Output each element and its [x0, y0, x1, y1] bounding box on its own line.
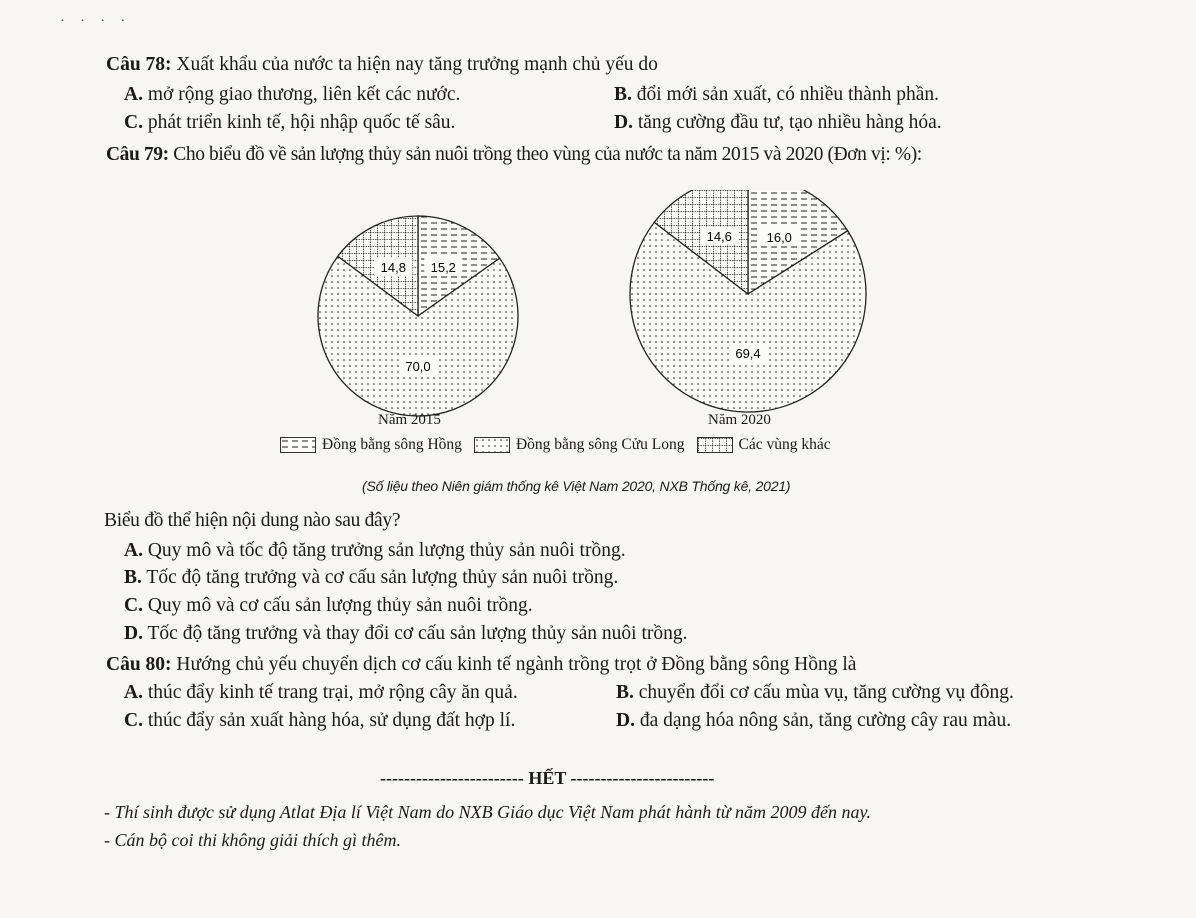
- option-letter: A.: [124, 682, 143, 703]
- q78-text: Xuất khẩu của nước ta hiện nay tăng trưởng mạnh chủ yếu do: [176, 54, 658, 75]
- option-text: đổi mới sản xuất, có nhiều thành phần.: [636, 84, 939, 105]
- option-letter: B.: [616, 682, 634, 703]
- q79-option-d: [124, 623, 688, 645]
- q79-prompt: Biểu đồ thể hiện nội dung nào sau đây?: [104, 510, 401, 531]
- option-text: đa dạng hóa nông sản, tăng cường cây rau màu.: [639, 710, 1012, 731]
- option-letter: C.: [124, 710, 143, 731]
- pie-2015: [318, 216, 518, 416]
- slice-value-label: 15,2: [430, 260, 456, 276]
- pie-2015-title: Năm 2015: [378, 412, 441, 428]
- pie-2020: [630, 190, 866, 412]
- option-text: mở rộng giao thương, liên kết các nước.: [147, 84, 461, 105]
- legend-item-dbsh: [280, 436, 462, 454]
- q78-option-b: [614, 84, 939, 106]
- slice-value-label: 69,4: [735, 346, 761, 361]
- q79-option-a: [124, 540, 626, 562]
- option-text: tăng cường đầu tư, tạo nhiều hàng hóa.: [637, 112, 942, 133]
- q79-option-b: [124, 567, 618, 589]
- option-text: thúc đẩy sản xuất hàng hóa, sử dụng đất hợp lí.: [147, 710, 516, 731]
- q78-option-a: [124, 84, 460, 106]
- legend-item-dbscl: [474, 436, 685, 454]
- option-letter: A.: [124, 540, 143, 561]
- q80-option-c: [124, 710, 515, 732]
- q80-option-b: [616, 682, 1014, 704]
- option-text: thúc đẩy kinh tế trang trại, mở rộng cây ăn quả.: [147, 682, 518, 703]
- option-letter: D.: [616, 710, 635, 731]
- option-text: Quy mô và cơ cấu sản lượng thủy sản nuôi trồng.: [147, 595, 533, 616]
- q80-text: Hướng chủ yếu chuyển dịch cơ cấu kinh tế ngành trồng trọt ở Đồng bằng sông Hồng là: [176, 654, 857, 675]
- option-text: Tốc độ tăng trưởng và cơ cấu sản lượng thủy sản nuôi trồng.: [146, 567, 619, 588]
- note-atlas: - Thí sinh được sử dụng Atlat Địa lí Việt Nam do NXB Giáo dục Việt Nam phát hành từ năm 2009 đến nay.: [104, 802, 872, 822]
- legend-item-other: [697, 436, 831, 454]
- q79-option-c: [124, 595, 533, 617]
- option-letter: C.: [124, 595, 143, 616]
- q80-label: Câu 80:: [106, 654, 172, 675]
- option-letter: D.: [614, 112, 633, 133]
- scan-marks: · · · ·: [60, 14, 132, 29]
- legend-swatch-grid: [697, 437, 733, 453]
- q80-option-a: [124, 682, 518, 704]
- legend-label: Đồng bằng sông Hồng: [322, 436, 462, 453]
- q79-text: Cho biểu đồ về sản lượng thủy sản nuôi trồng theo vùng của nước ta năm 2015 và 2020 (Đơn vị: %):: [173, 144, 922, 165]
- slice-value-label: 70,0: [405, 359, 431, 374]
- q80-option-d: [616, 710, 1011, 732]
- q78-option-d: [614, 112, 942, 134]
- q78-stem: [106, 54, 658, 76]
- chart-legend: [280, 436, 843, 454]
- note-proctor: - Cán bộ coi thi không giải thích gì thêm.: [104, 830, 401, 850]
- pie-charts: [300, 190, 920, 440]
- legend-swatch-dot: [474, 437, 510, 453]
- legend-label: Đồng bằng sông Cửu Long: [515, 436, 685, 453]
- pie-2020-title: Năm 2020: [708, 412, 771, 428]
- end-marker: ------------------------ HẾT ------------------------: [380, 768, 715, 788]
- slice-value-label: 14,6: [706, 228, 732, 244]
- q80-stem: [106, 654, 856, 676]
- option-text: chuyển đổi cơ cấu mùa vụ, tăng cường vụ đông.: [638, 682, 1014, 703]
- option-text: Tốc độ tăng trưởng và thay đổi cơ cấu sản lượng thủy sản nuôi trồng.: [147, 623, 688, 644]
- slice-value-label: 16,0: [766, 230, 792, 246]
- q79-label: Câu 79:: [106, 144, 169, 165]
- option-letter: A.: [124, 84, 143, 105]
- data-source: (Số liệu theo Niên giám thống kê Việt Nam 2020, NXB Thống kê, 2021): [362, 478, 791, 494]
- option-text: Quy mô và tốc độ tăng trưởng sản lượng thủy sản nuôi trồng.: [147, 540, 626, 561]
- legend-label: Các vùng khác: [738, 436, 831, 453]
- legend-swatch-dash: [280, 437, 316, 453]
- option-letter: B.: [614, 84, 632, 105]
- q79-stem: [106, 144, 922, 166]
- q78-label: Câu 78:: [106, 54, 172, 75]
- option-text: phát triển kinh tế, hội nhập quốc tế sâu.: [147, 112, 456, 133]
- option-letter: C.: [124, 112, 143, 133]
- option-letter: D.: [124, 623, 143, 644]
- slice-value-label: 14,8: [380, 259, 406, 275]
- q78-option-c: [124, 112, 455, 134]
- option-letter: B.: [124, 567, 142, 588]
